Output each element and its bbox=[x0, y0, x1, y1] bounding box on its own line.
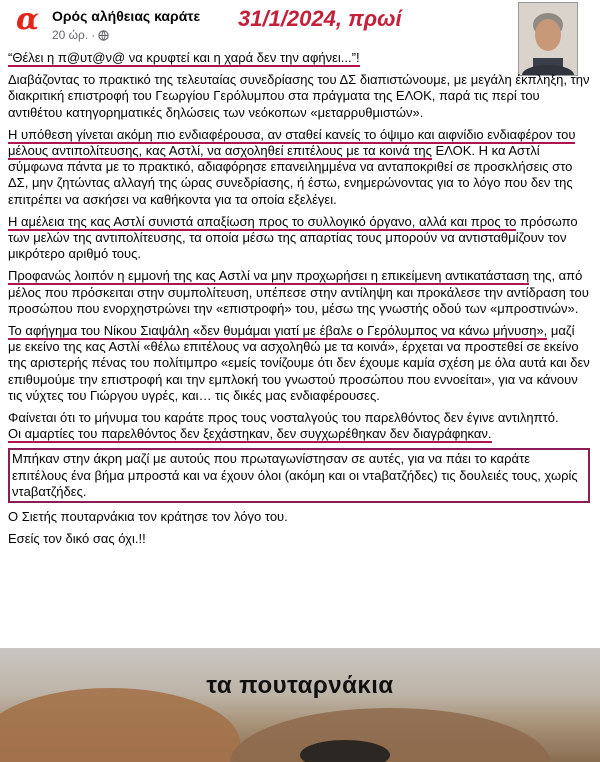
paragraph-text: μαζί με εκείνο της κας Αστλί «θέλω επιτέλους να ασχοληθώ με τα κοινά», έρχεται να προστεθεί σε εκείνο της αριστερής πένας του πολίτιμπρο «εμείς τονίζουμε ότι δεν έχουμε καμία σχέση με όλα αυτά και δεν επιθυμούμε την επιστροφή και την εμπλοκή του γνωστού προσώπου που εννοείται», για να κάνουν τις νύχτες του Γιώργου υγρές, και… τις δικές μας ενδιαφέρουσες. bbox=[8, 323, 590, 403]
globe-icon bbox=[98, 30, 109, 41]
underlined-text: Η αμέλεια της κας Αστλί συνιστά απαξίωση προς το συλλογικό όργανο, αλλά και προς το bbox=[8, 213, 517, 229]
paragraph-negligence bbox=[8, 214, 590, 263]
separator-dot: · bbox=[91, 28, 96, 42]
paragraph-hypothesis bbox=[8, 127, 590, 208]
paragraph-narrative bbox=[8, 323, 590, 404]
post-header bbox=[0, 0, 600, 46]
paragraph-quote: “Θέλει η π@υτ@ν@ να κρυφτεί και η χαρά δεν την αφήνει...”! bbox=[8, 50, 360, 65]
post-time-link[interactable]: 20 ώρ. bbox=[52, 28, 89, 42]
post-body bbox=[8, 50, 590, 553]
image-caption: τα πουταρνάκια bbox=[206, 672, 394, 699]
attached-image[interactable] bbox=[0, 648, 600, 762]
date-stamp: 31/1/2024, πρωί bbox=[238, 6, 402, 31]
paragraph-text: ΕΛΟΚ. Η κα Αστλί σύμφωνα πάντα με το πρακτικό, αδιαφόρησε επανειλημμένα να ανταποκριθεί σε προσκλήσεις στο ΔΣ, μην ζητώντας αλλαγή της ώρας συνεδρίασης, ή έστω, ενημερώνοντας για το λόγο που δεν της επιτρέπει να ασκήσει να καθήκοντα για τα οποία εξελέγει. bbox=[8, 143, 573, 207]
underlined-text: Το αφήγημα του Νίκου Σιαψάλη «δεν θυμάμαι γιατί με έβαλε ο Γερόλυμπος να κάνω μήνυση», bbox=[8, 323, 548, 339]
paragraph-text: πρόσωπο των μελών της αντιπολίτευσης, τα οποία μέσω της απαρτίας τους μπορούν να αντισταθμίζουν τον μικρότερο αριθμό τους. bbox=[8, 213, 578, 262]
paragraph-intro: Διαβάζοντας το πρακτικό της τελευταίας συνεδρίασης του ΔΣ διαπιστώνουμε, με μεγάλη έκπληξη, την διακριτική επιστροφή του Γεωργίου Γερόλυμπου στα πράγματα της ΕΛΟΚ, παρά τις περί του αντιθέτου κατηγορηματικές δηλώσεις των νεόκοπων «μεταρρυθμιστών». bbox=[8, 72, 590, 120]
paragraph-promise: Ο Σιετής πουταρνάκια τον κράτησε τον λόγο του. bbox=[8, 509, 288, 525]
paragraph-message bbox=[8, 410, 590, 442]
post-meta bbox=[52, 28, 109, 42]
underlined-text: Προφανώς λοιπόν η εμμονή της κας Αστλί να μην προχωρήσει η επικείμενη αντικατάσταση bbox=[8, 268, 530, 284]
image-shape bbox=[300, 740, 390, 762]
image-shape bbox=[230, 708, 550, 762]
page-logo[interactable]: α bbox=[16, 2, 40, 37]
paragraph-closing: Εσείς τον δικό σας όχι.!! bbox=[8, 531, 146, 547]
paragraph-text: Φαίνεται ότι το μήνυμα του καράτε προς τους νοσταλγούς του παρελθόντος δεν έγινε αντιληπτό. bbox=[8, 410, 559, 426]
underlined-text: Οι αμαρτίες του παρελθόντος δεν ξεχάστηκαν, δεν συγχωρέθηκαν δεν διαγράφηκαν. bbox=[8, 426, 492, 442]
underlined-text: Η υπόθεση γίνεται ακόμη πιο ενδιαφέρουσα, αν σταθεί κανείς το όψιμο και αιφνίδιο ενδιαφέρον του μέλους αντιπολίτευσης, κας Αστλί, να ασχοληθεί επιτέλους με τα κοινά της bbox=[8, 126, 576, 159]
page-name-link[interactable]: Ορός αλήθειας καράτε bbox=[52, 8, 201, 24]
boxed-paragraph: Μπήκαν στην άκρη μαζί με αυτούς που πρωταγωνίστησαν σε αυτές, για να πάει το καράτε επιτέλους ένα βήμα μπροστά και να έχουν όλοι (ακόμη και οι ντaβατζήδες) τις δουλειές τους, χωρίς ντaβατζήδες. bbox=[8, 448, 590, 503]
paragraph-text: της, από μέλος που πρόσκειται στην συμπολίτευση, υπέπεσε στην αντίληψη και προκάλεσε την αντίδραση του προσώπου που ενορχηστρώνει την «επιστροφή» του, μέσω της γνωστής οδού των «μπροστινών». bbox=[8, 268, 589, 316]
paragraph-obsession bbox=[8, 268, 590, 317]
